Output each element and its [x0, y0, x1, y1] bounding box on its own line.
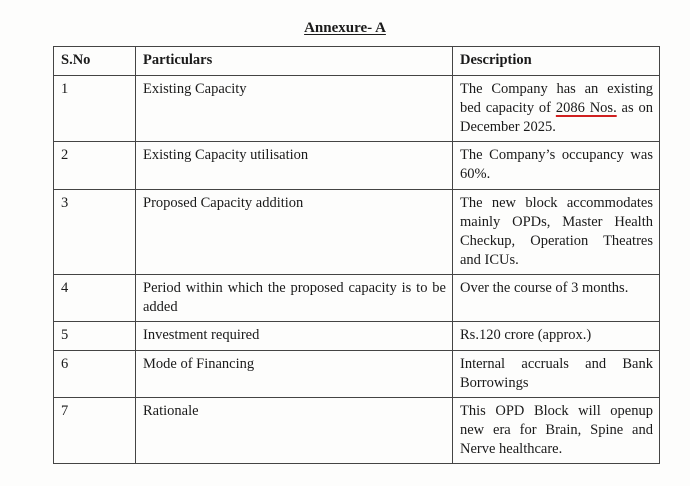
document-title-text: Annexure- A — [304, 20, 386, 36]
cell-description: The new block accommodates mainly OPDs, Master Health Checkup, Operation Theatres and ICUs. — [453, 190, 660, 275]
table-row — [54, 322, 660, 351]
table-header-row — [54, 47, 660, 76]
cell-description: This OPD Block will openup new era for Brain, Spine and Nerve healthcare. — [453, 398, 660, 464]
cell-sno: 3 — [54, 190, 136, 275]
table-row — [54, 351, 660, 398]
cell-description: Over the course of 3 months. — [453, 275, 660, 322]
table-row — [54, 398, 660, 464]
document-title — [0, 20, 690, 37]
header-sno: S.No — [54, 47, 136, 76]
description-text: as on December 2025. — [460, 100, 653, 135]
cell-sno: 1 — [54, 76, 136, 142]
cell-sno: 2 — [54, 142, 136, 190]
cell-sno: 4 — [54, 275, 136, 322]
cell-particulars: Investment required — [136, 322, 453, 351]
table-row — [54, 190, 660, 275]
description-text: The Company has an existing bed capacity of — [460, 81, 653, 116]
cell-particulars: Existing Capacity — [136, 76, 453, 142]
cell-particulars: Proposed Capacity addition — [136, 190, 453, 275]
cell-sno: 5 — [54, 322, 136, 351]
header-particulars: Particulars — [136, 47, 453, 76]
cell-particulars: Rationale — [136, 398, 453, 464]
table-row — [54, 142, 660, 190]
cell-description: Internal accruals and Bank Borrowings — [453, 351, 660, 398]
cell-particulars: Period within which the proposed capacity is to be added — [136, 275, 453, 322]
annexure-table — [53, 46, 660, 464]
table-row — [54, 76, 660, 142]
cell-particulars: Existing Capacity utilisation — [136, 142, 453, 190]
cell-description: The Company’s occupancy was 60%. — [453, 142, 660, 190]
cell-sno: 6 — [54, 351, 136, 398]
cell-sno: 7 — [54, 398, 136, 464]
cell-description — [453, 76, 660, 142]
cell-particulars: Mode of Financing — [136, 351, 453, 398]
header-description: Description — [453, 47, 660, 76]
highlighted-bed-capacity: 2086 Nos. — [555, 100, 617, 116]
table-row — [54, 275, 660, 322]
cell-description: Rs.120 crore (approx.) — [453, 322, 660, 351]
